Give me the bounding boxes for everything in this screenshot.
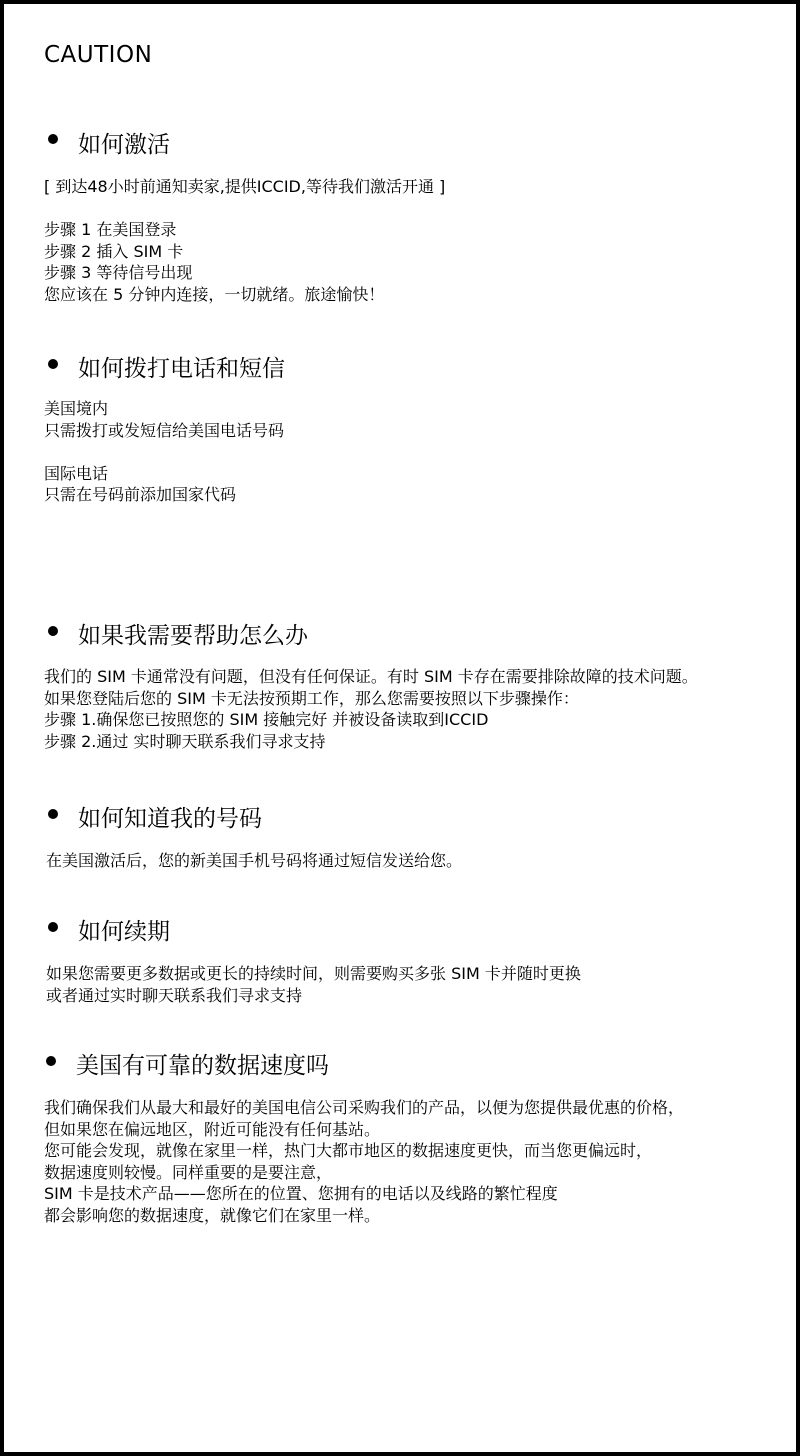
body-line: 或者通过实时聊天联系我们寻求支持 bbox=[46, 985, 303, 1005]
body-line: 数据速度则较慢。同样重要的是要注意， bbox=[44, 1162, 333, 1182]
body-line: 步骤 2.通过 实时聊天联系我们寻求支持 bbox=[44, 731, 326, 751]
section-body-activate bbox=[44, 176, 445, 305]
section-heading-activate: 如何激活 bbox=[78, 132, 170, 158]
body-line bbox=[44, 441, 284, 463]
bullet-icon bbox=[48, 134, 58, 144]
body-line: 您应该在 5 分钟内连接，一切就绪。旅途愉快！ bbox=[44, 284, 385, 304]
body-line: 步骤 2 插入 SIM 卡 bbox=[44, 241, 184, 261]
body-line: 但如果您在偏远地区，附近可能没有任何基站。 bbox=[44, 1119, 381, 1139]
section-body-renew bbox=[46, 963, 581, 1006]
body-line: 步骤 3 等待信号出现 bbox=[44, 263, 193, 282]
section-heading-calls: 如何拨打电话和短信 bbox=[78, 356, 285, 382]
bullet-icon bbox=[46, 1056, 56, 1066]
section-body-data-speed bbox=[44, 1097, 684, 1226]
body-line: 如果您需要更多数据或更长的持续时间，则需要购买多张 SIM 卡并随时更换 bbox=[46, 964, 581, 983]
page-title: CAUTION bbox=[44, 42, 153, 68]
body-line: 步骤 1 在美国登录 bbox=[44, 220, 177, 239]
body-line bbox=[44, 198, 445, 220]
section-heading-renew: 如何续期 bbox=[78, 919, 170, 945]
bullet-icon bbox=[48, 809, 58, 819]
bullet-icon bbox=[48, 922, 58, 932]
body-line: 只需在号码前添加国家代码 bbox=[44, 485, 237, 504]
body-line: 步骤 1.确保您已按照您的 SIM 接触完好 并被设备读取到ICCID bbox=[44, 710, 489, 729]
body-line: 您可能会发现，就像在家里一样，热门大都市地区的数据速度更快，而当您更偏远时， bbox=[44, 1141, 653, 1160]
bullet-icon bbox=[48, 359, 58, 369]
body-line: 在美国激活后，您的新美国手机号码将通过短信发送给您。 bbox=[46, 851, 463, 870]
section-heading-help: 如果我需要帮助怎么办 bbox=[78, 623, 308, 649]
section-heading-data-speed: 美国有可靠的数据速度吗 bbox=[76, 1053, 329, 1079]
body-line: 我们确保我们从最大和最好的美国电信公司采购我们的产品，以便为您提供最优惠的价格， bbox=[44, 1098, 685, 1117]
body-line: SIM 卡是技术产品——您所在的位置、您拥有的电话以及线路的繁忙程度 bbox=[44, 1184, 558, 1203]
body-line: [ 到达48小时前通知卖家,提供ICCID,等待我们激活开通 ] bbox=[44, 177, 446, 196]
body-line: 国际电话 bbox=[44, 463, 109, 483]
section-heading-number: 如何知道我的号码 bbox=[78, 806, 262, 832]
section-body-calls bbox=[44, 398, 284, 506]
body-line: 如果您登陆后您的 SIM 卡无法按预期工作，那么您需要按照以下步骤操作： bbox=[44, 688, 579, 708]
section-body-number bbox=[46, 850, 462, 872]
body-line: 美国境内 bbox=[44, 399, 109, 418]
body-line: 都会影响您的数据速度，就像它们在家里一样。 bbox=[44, 1205, 381, 1225]
section-body-help bbox=[44, 666, 698, 752]
bullet-icon bbox=[48, 626, 58, 636]
body-line: 只需拨打或发短信给美国电话号码 bbox=[44, 420, 285, 440]
body-line: 我们的 SIM 卡通常没有问题，但没有任何保证。有时 SIM 卡存在需要排除故障的技术问题。 bbox=[44, 667, 698, 686]
